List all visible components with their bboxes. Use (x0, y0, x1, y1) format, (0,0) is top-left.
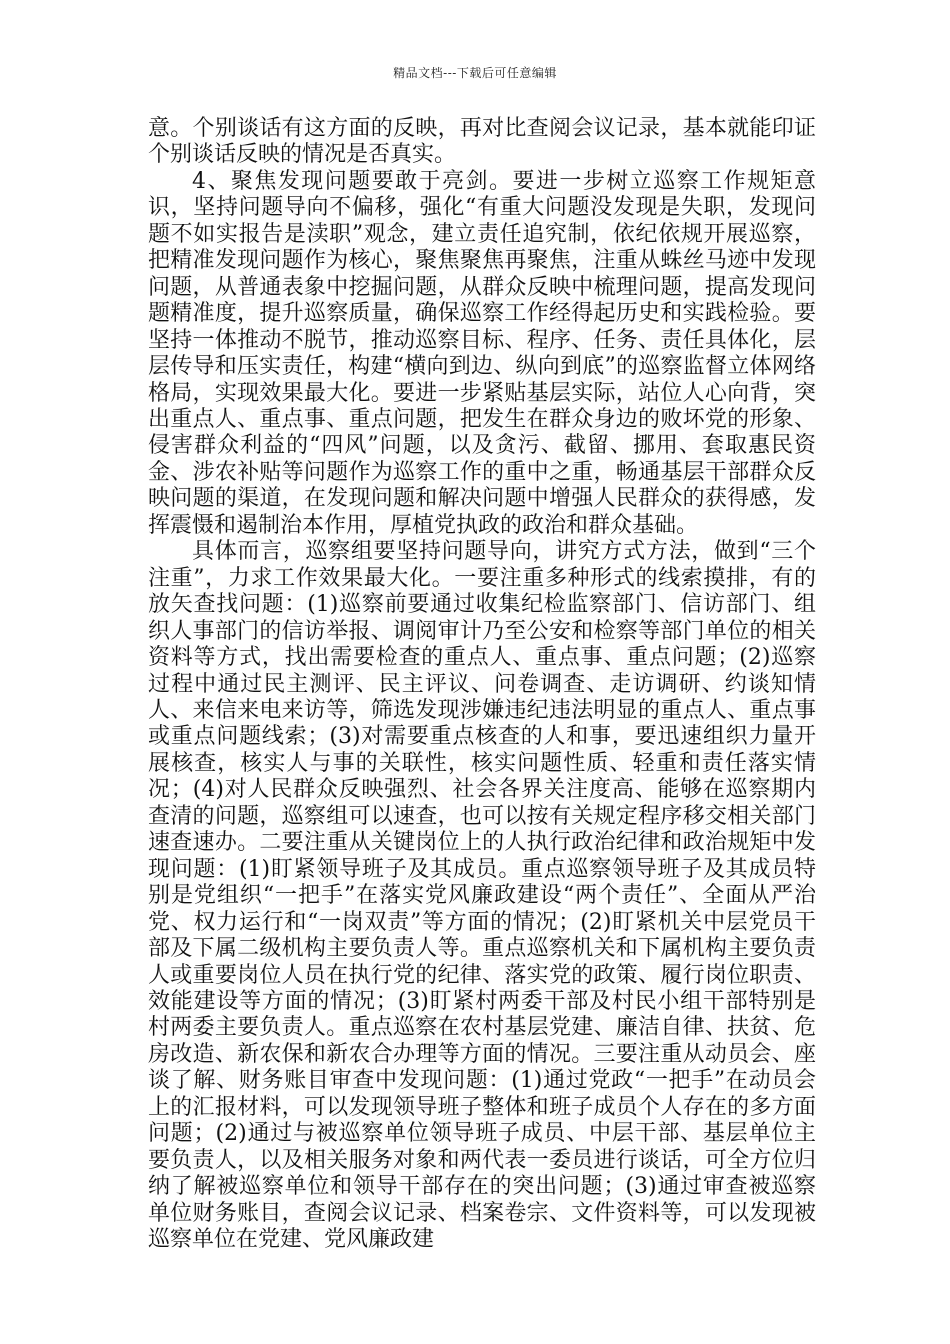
page-header: 精品文档---下载后可任意编辑 (393, 66, 557, 80)
paragraph-three-focuses: 具体而言，巡察组要坚持问题导向，讲究方式方法，做到“三个注重”，力求工作效果最大化。一要注重多种形式的线索摸排，有的放矢查找问题：(1)巡察前要通过收集纪检监察部门、信访部门、组织人事部门的信访举报、调阅审计乃至公安和检察等部门单位的相关资料等方式，找出需要检查的重点人、重点事、重点问题；(2)巡察过程中通过民主测评、民主评议、问卷调查、走访调研、约谈知情人、来信来电来访等，筛选发现涉嫌违纪违法明显的重点人、重点事或重点问题线索；(3)对需要重点核查的人和事，要迅速组织力量开展核查，核实人与事的关联性，核实问题性质、轻重和责任落实情况；(4)对人民群众反映强烈、社会各界关注度高、能够在巡察期内查清的问题，巡察组可以速查，也可以按有关规定程序移交相关部门速查速办。二要注重从关键岗位上的人执行政治纪律和政治规矩中发现问题：(1)盯紧领导班子及其成员。重点巡察领导班子及其成员特别是党组织“一把手”在落实党风廉政建设“两个责任”、全面从严治党、权力运行和“一岗双责”等方面的情况；(2)盯紧机关中层党员干部及下属二级机构主要负责人等。重点巡察机关和下属机构主要负责人或重要岗位人员在执行党的纪律、落实党的政策、履行岗位职责、效能建设等方面的情况；(3)盯紧村两委干部及村民小组干部特别是村两委主要负责人。重点巡察在农村基层党建、廉洁自律、扶贫、危房改造、新农保和新农合办理等方面的情况。三要注重从动员会、座谈了解、财务账目审查中发现问题：(1)通过党政“一把手”在动员会上的汇报材料，可以发现领导班子整体和班子成员个人存在的多方面问题；(2)通过与被巡察单位领导班子成员、中层干部、基层单位主要负责人，以及相关服务对象和两代表一委员进行谈话，可全方位归纳了解被巡察单位和领导干部存在的突出问题；(3)通过审查被巡察单位财务账目，查阅会议记录、档案卷宗、文件资料等，可以发现被巡察单位在党建、党风廉政建 (148, 539, 816, 1253)
paragraph-continuation: 意。个别谈话有这方面的反映，再对比查阅会议记录，基本就能印证个别谈话反映的情况是否真实。 (148, 116, 816, 168)
paragraph-focus-problems: 4、聚焦发现问题要敢于亮剑。要进一步树立巡察工作规矩意识，坚持问题导向不偏移，强化“有重大问题没发现是失职，发现问题不如实报告是渎职”观念，建立责任追究制，依纪依规开展巡察，把精准发现问题作为核心，聚焦聚焦再聚焦，注重从蛛丝马迹中发现问题，从普通表象中挖掘问题，从群众反映中梳理问题，提高发现问题精准度，提升巡察质量，确保巡察工作经得起历史和实践检验。要坚持一体推动不脱节，推动巡察目标、程序、任务、责任具体化，层层传导和压实责任，构建“横向到边、纵向到底”的巡察监督立体网络格局，实现效果最大化。要进一步紧贴基层实际，站位人心向背，突出重点人、重点事、重点问题，把发生在群众身边的败坏党的形象、侵害群众利益的“四风”问题，以及贪污、截留、挪用、套取惠民资金、涉农补贴等问题作为巡察工作的重中之重，畅通基层干部群众反映问题的渠道，在发现问题和解决问题中增强人民群众的获得感，发挥震慑和遏制治本作用，厚植党执政的政治和群众基础。 (148, 168, 816, 538)
document-body (148, 116, 816, 1253)
